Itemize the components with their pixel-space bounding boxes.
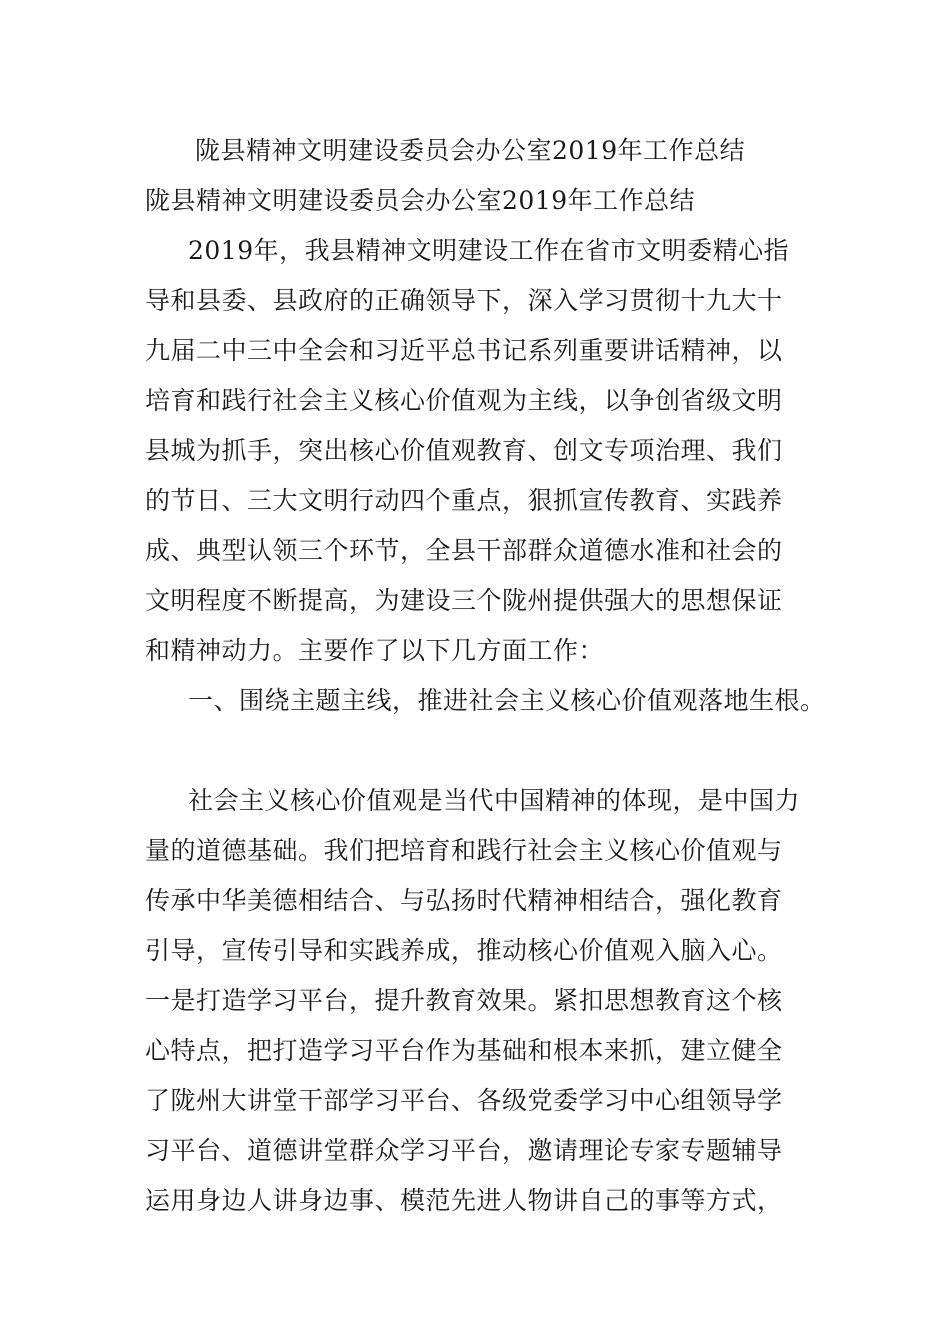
paragraph-2-line-6: 心特点，把打造学习平台作为基础和根本来抓，建立健全 xyxy=(145,1036,783,1065)
document-title: 陇县精神文明建设委员会办公室2019年工作总结 xyxy=(195,136,746,165)
paragraph-1-line-6: 的节日、三大文明行动四个重点，狠抓宣传教育、实践养 xyxy=(145,486,783,515)
paragraph-1-line-9: 和精神动力。主要作了以下几方面工作： xyxy=(145,636,605,665)
paragraph-1-line-1: 2019年，我县精神文明建设工作在省市文明委精心指 xyxy=(188,236,790,265)
paragraph-2-line-2: 量的道德基础。我们把培育和践行社会主义核心价值观与 xyxy=(145,836,783,865)
section-heading-1: 一、围绕主题主线，推进社会主义核心价值观落地生根。 xyxy=(188,686,826,715)
paragraph-1-line-4: 培育和践行社会主义核心价值观为主线，以争创省级文明 xyxy=(145,386,783,415)
paragraph-2-line-1: 社会主义核心价值观是当代中国精神的体现，是中国力 xyxy=(188,786,801,815)
paragraph-2-line-7: 了陇州大讲堂干部学习平台、各级党委学习中心组领导学 xyxy=(145,1086,783,1115)
paragraph-2-line-4: 引导，宣传引导和实践养成，推动核心价值观入脑入心。 xyxy=(145,936,783,965)
paragraph-2-line-8: 习平台、道德讲堂群众学习平台，邀请理论专家专题辅导 xyxy=(145,1136,783,1165)
document-title-repeat: 陇县精神文明建设委员会办公室2019年工作总结 xyxy=(145,186,696,215)
paragraph-2-line-5: 一是打造学习平台，提升教育效果。紧扣思想教育这个核 xyxy=(145,986,783,1015)
paragraph-1-line-3: 九届二中三中全会和习近平总书记系列重要讲话精神，以 xyxy=(145,336,783,365)
paragraph-1-line-8: 文明程度不断提高，为建设三个陇州提供强大的思想保证 xyxy=(145,586,783,615)
paragraph-1-line-5: 县城为抓手，突出核心价值观教育、创文专项治理、我们 xyxy=(145,436,783,465)
paragraph-2-line-3: 传承中华美德相结合、与弘扬时代精神相结合，强化教育 xyxy=(145,886,783,915)
paragraph-1-line-7: 成、典型认领三个环节，全县干部群众道德水准和社会的 xyxy=(145,536,783,565)
paragraph-1-line-2: 导和县委、县政府的正确领导下，深入学习贯彻十九大十 xyxy=(145,286,783,315)
paragraph-2-line-9: 运用身边人讲身边事、模范先进人物讲自己的事等方式， xyxy=(145,1186,783,1215)
